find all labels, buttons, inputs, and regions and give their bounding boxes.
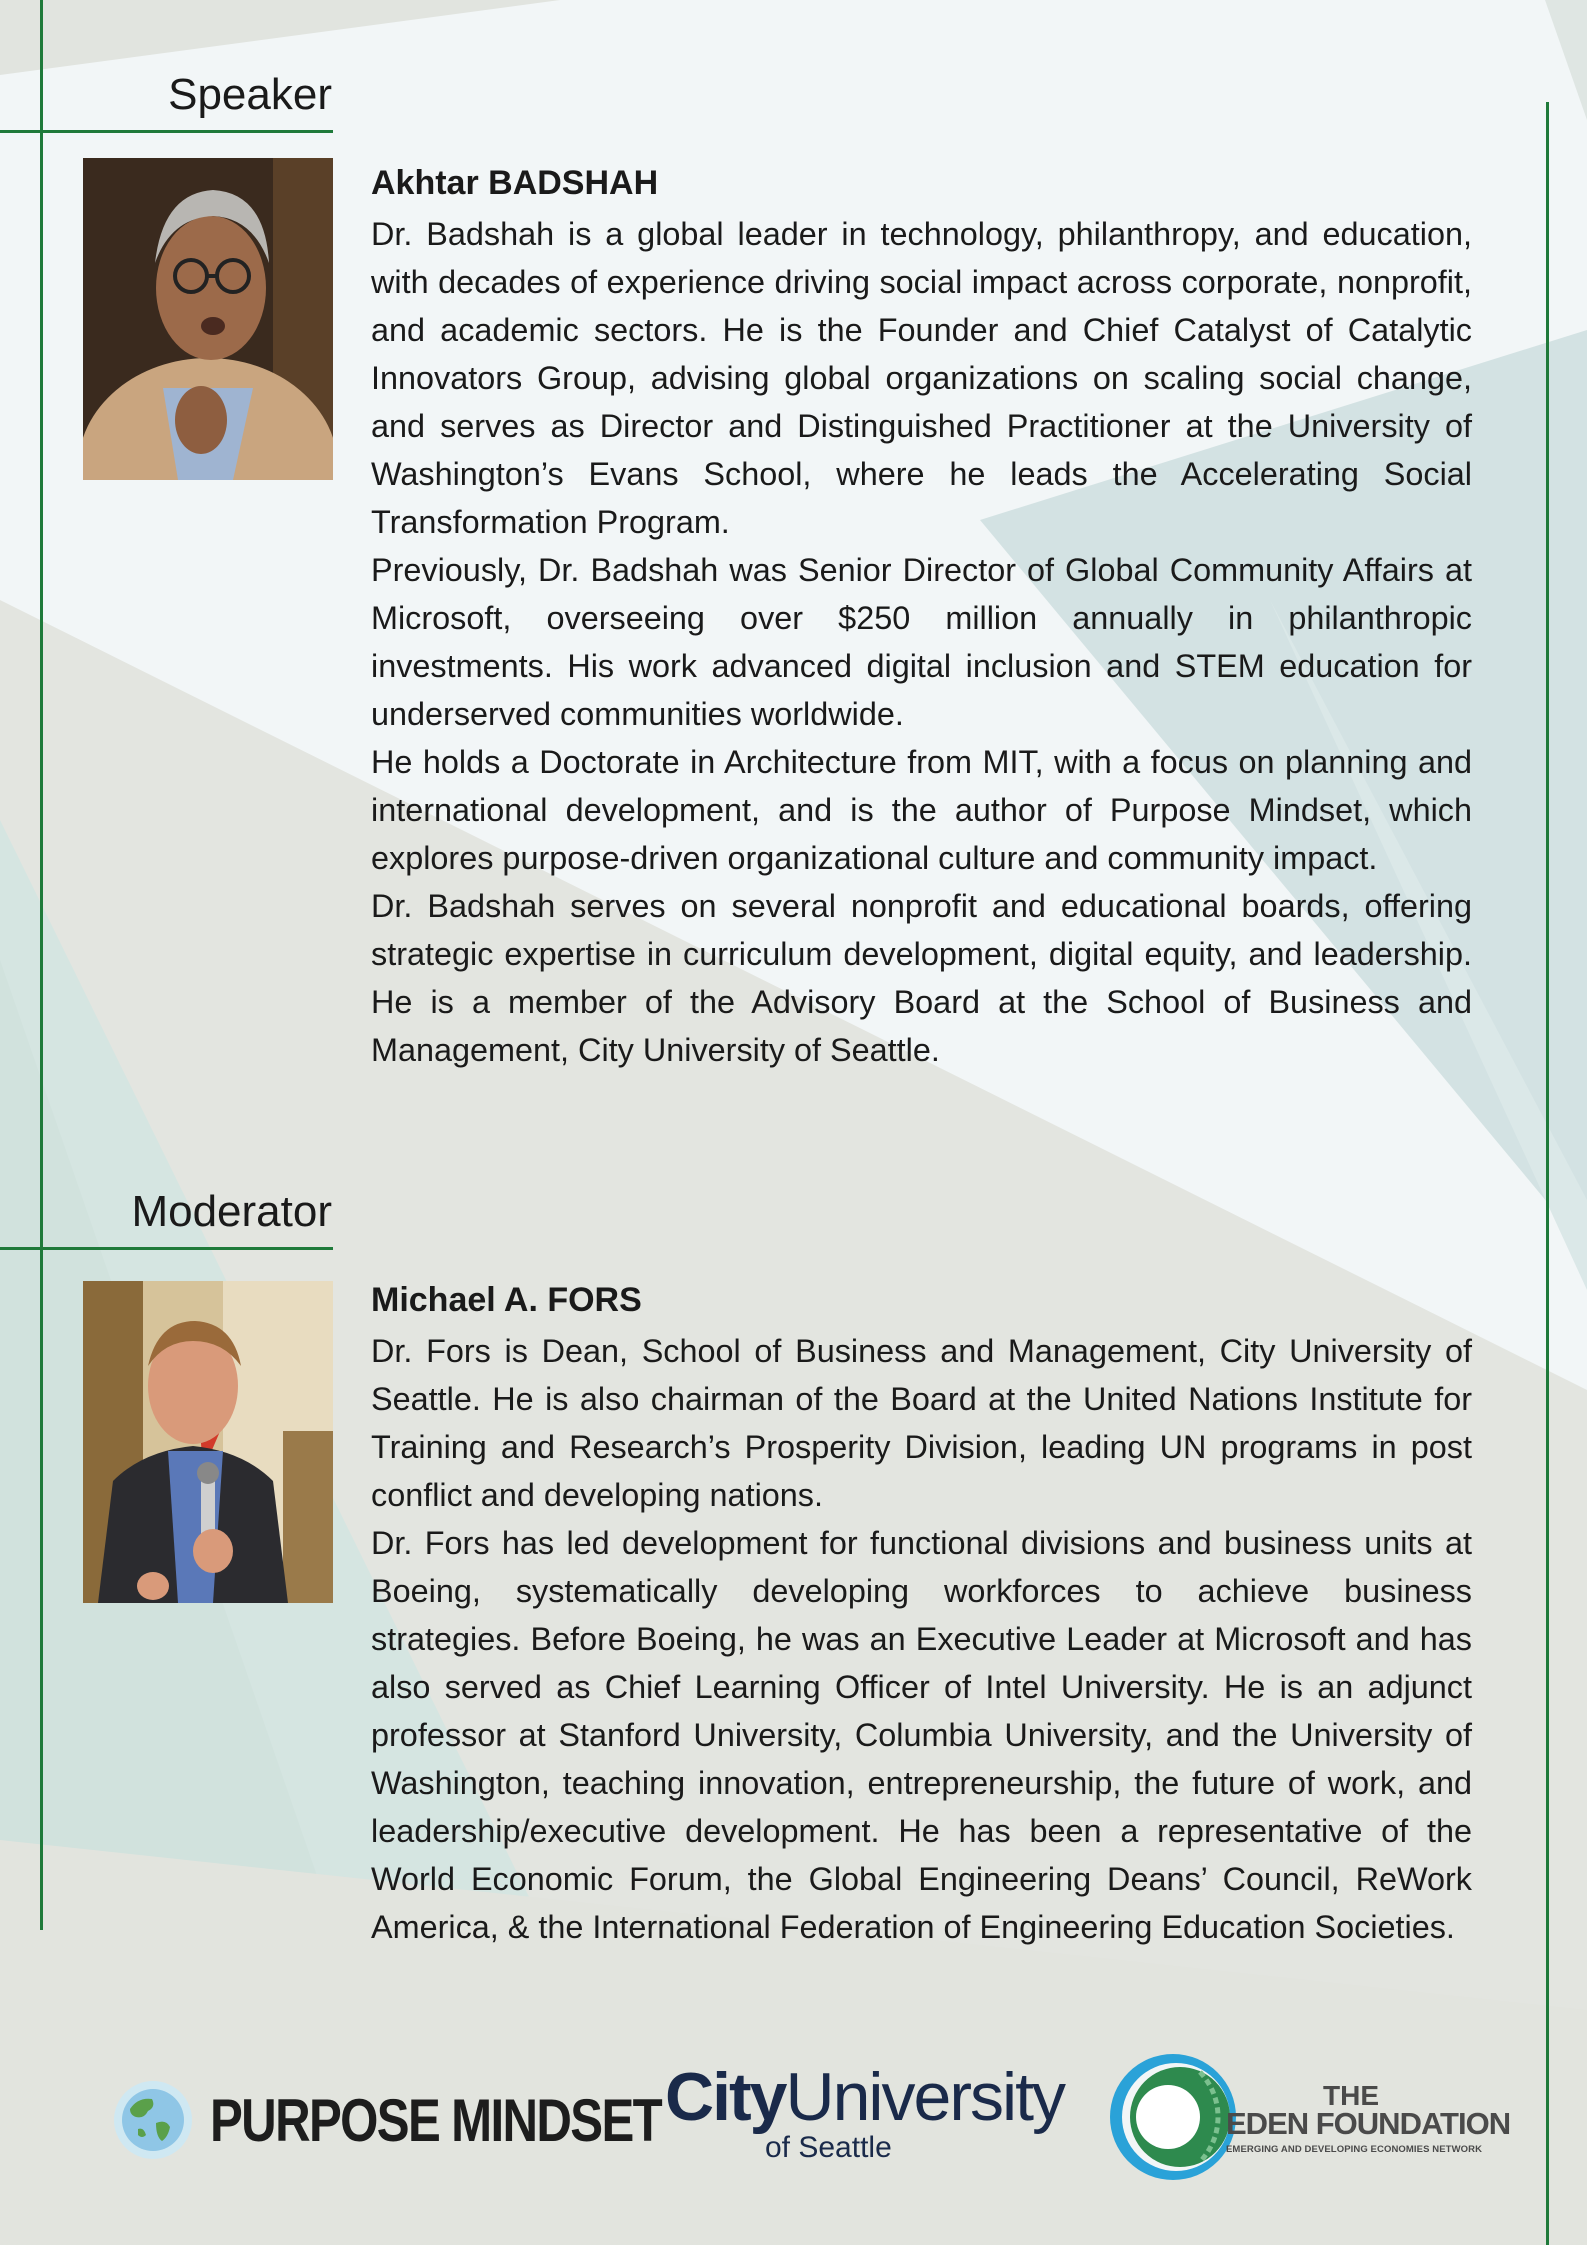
moderator-title-underline: [0, 1247, 333, 1250]
moderator-name: Michael A. FORS: [371, 1281, 642, 1319]
eden-foundation-emblem-icon: [1108, 2052, 1238, 2182]
moderator-section-title: Moderator: [131, 1187, 332, 1236]
moderator-portrait-image: [83, 1281, 333, 1603]
moderator-bio-paragraph: Dr. Fors has led development for functional divisions and business units at Boeing, systematically developing workforces to achieve business strategies. Before Boeing, he was an Executive Leader at Microsoft and has also served as Chief Learning Officer of Intel University. He is an adjunct professor at Stanford University, Columbia University, and the University of Washington, teaching innovation, entrepreneurship, the future of work, and leadership/executive development. He has been a representative of the World Economic Forum, the Global Engineering Deans’ Council, ReWork America, & the International Federation of Engineering Education Societies.: [371, 1525, 1472, 1945]
speaker-bio-paragraph: He holds a Doctorate in Architecture from MIT, with a focus on planning and international development, and is the author of Purpose Mindset, which explores purpose-driven organizational culture and community impact.: [371, 744, 1472, 876]
eden-foundation-the: THE: [1323, 2080, 1379, 2111]
city-university-logo: [665, 2059, 1064, 2182]
speaker-bio-paragraph: Dr. Badshah serves on several nonprofit and educational boards, offering strategic expertise in curriculum development, digital equity, and leadership. He is a member of the Advisory Board at the School of Business and Management, City University of Seattle.: [371, 888, 1472, 1068]
footer-logos: [0, 2040, 1587, 2230]
right-vertical-rule: [1546, 102, 1549, 2245]
speaker-bio-paragraph: Previously, Dr. Badshah was Senior Director of Global Community Affairs at Microsoft, overseeing over $250 million annually in philanthropic investments. His work advanced digital inclusion and STEM education for underserved communities worldwide.: [371, 552, 1472, 732]
moderator-photo: [83, 1281, 333, 1603]
eden-foundation-name: EDEN FOUNDATION: [1226, 2106, 1511, 2141]
city-wordmark: City: [665, 2059, 786, 2135]
speaker-title-underline: [0, 130, 333, 133]
city-university-subtitle: of Seattle: [765, 2131, 892, 2164]
speaker-bio: [371, 160, 1472, 1074]
speaker-bio-paragraph: Dr. Badshah is a global leader in technology, philanthropy, and education, with decades of experience driving social impact across corporate, nonprofit, and academic sectors. He is the Founder and Chief Catalyst of Catalytic Innovators Group, advising global organizations on scaling social change, and serves as Director and Distinguished Practitioner at the University of Washington’s Evans School, where he leads the Accelerating Social Transformation Program.: [371, 216, 1472, 540]
moderator-bio: [371, 1277, 1472, 1951]
left-vertical-rule: [40, 0, 43, 1930]
globe-icon: [112, 2079, 194, 2161]
eden-foundation-tagline: EMERGING AND DEVELOPING ECONOMIES NETWORK: [1226, 2144, 1483, 2155]
speaker-section-title: Speaker: [168, 70, 332, 119]
purpose-mindset-logo: [112, 2075, 760, 2165]
purpose-mindset-wordmark: PURPOSE MINDSET: [210, 2086, 662, 2154]
moderator-bio-paragraph: Dr. Fors is Dean, School of Business and Management, City University of Seattle. He is also chairman of the Board at the United Nations Institute for Training and Research’s Prosperity Division, leading UN programs in post conflict and developing nations.: [371, 1333, 1472, 1513]
eden-foundation-logo: [1108, 2052, 1511, 2192]
speaker-name: Akhtar BADSHAH: [371, 164, 659, 202]
university-wordmark: University: [785, 2059, 1064, 2135]
speaker-photo: [83, 158, 333, 480]
speaker-portrait-image: [83, 158, 333, 480]
